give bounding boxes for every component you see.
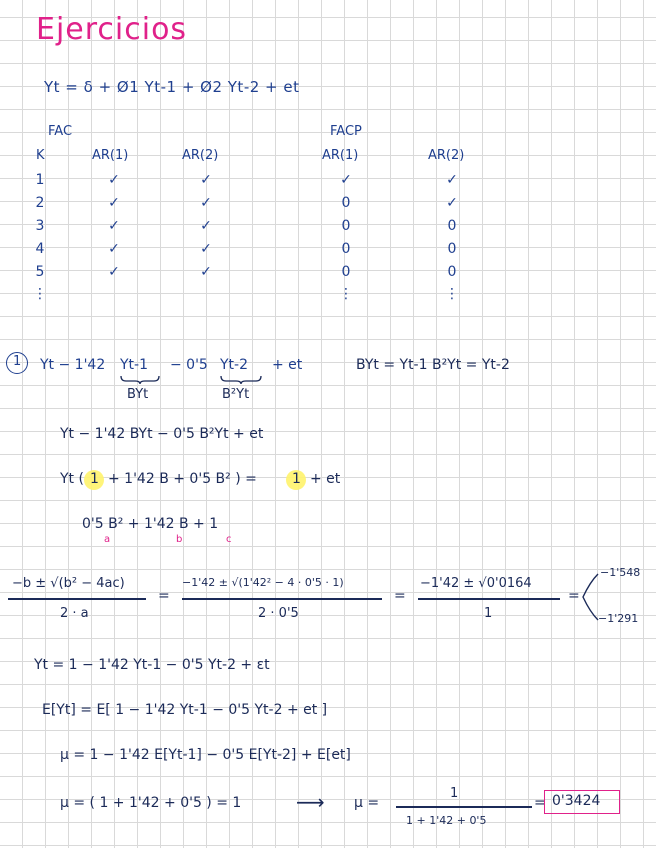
exercise-equation-part: + et xyxy=(272,357,303,373)
equals-sign: = xyxy=(158,588,170,604)
table-cell: ✓ xyxy=(446,195,458,211)
coef-label-b: b xyxy=(176,534,183,545)
table-cell: ✓ xyxy=(446,172,458,188)
table-cell: ✓ xyxy=(108,241,120,257)
root-2: −1'291 xyxy=(598,612,639,625)
table-cell: 0 xyxy=(341,241,351,257)
line-3-c: + et xyxy=(310,471,341,487)
table-cell: ⋮ xyxy=(445,286,459,302)
line-7: μ = 1 − 1'42 E[Yt-1] − 0'5 E[Yt-2] + E[et] xyxy=(60,747,351,763)
fraction-bar xyxy=(418,598,560,600)
table-cell: ✓ xyxy=(200,264,212,280)
quad-numerator-1: −b ± √(b² − 4ac) xyxy=(12,576,125,591)
table-cell: ⋮ xyxy=(339,286,353,302)
line-3-one: 1 xyxy=(90,471,99,487)
exercise-equation-part: Yt − 1'42 xyxy=(40,357,106,373)
table-cell: 2 xyxy=(35,195,45,211)
line-5: Yt = 1 − 1'42 Yt-1 − 0'5 Yt-2 + εt xyxy=(34,657,270,673)
brace-label-2: B²Yt xyxy=(222,387,250,402)
exercise-equation-part: Yt-2 xyxy=(220,357,248,373)
table-cell: 4 xyxy=(35,241,45,257)
brace-label-1: BYt xyxy=(127,387,149,402)
col-header-fac-ar2: AR(2) xyxy=(182,148,219,163)
final-result: 0'3424 xyxy=(552,793,601,809)
table-cell: ✓ xyxy=(108,218,120,234)
fraction-bar xyxy=(8,598,146,600)
table-cell: ✓ xyxy=(340,172,352,188)
col-header-k: K xyxy=(36,148,45,163)
mu-label: μ = xyxy=(354,795,380,811)
table-cell: ✓ xyxy=(200,241,212,257)
col-header-facp-ar1: AR(1) xyxy=(322,148,359,163)
page-title: Ejercicios xyxy=(36,12,188,47)
root-bracket xyxy=(580,572,600,622)
model-equation: Yt = δ + Ø1 Yt-1 + Ø2 Yt-2 + et xyxy=(44,78,300,96)
table-cell: 0 xyxy=(447,241,457,257)
final-denominator: 1 + 1'42 + 0'5 xyxy=(406,814,487,827)
table-cell: 0 xyxy=(447,264,457,280)
table-cell: 5 xyxy=(35,264,45,280)
table-cell: ✓ xyxy=(108,195,120,211)
table-cell: ✓ xyxy=(200,195,212,211)
table-cell: ⋮ xyxy=(33,286,47,302)
col-header-fac-ar1: AR(1) xyxy=(92,148,129,163)
line-3-b: + 1'42 B + 0'5 B² ) = xyxy=(108,471,257,487)
exercise-equation-part: Yt-1 xyxy=(120,357,148,373)
table-cell: ✓ xyxy=(108,264,120,280)
quad-numerator-2: −1'42 ± √(1'42² − 4 · 0'5 · 1) xyxy=(182,576,344,589)
underbrace-1 xyxy=(120,375,160,385)
table-cell: 0 xyxy=(341,264,351,280)
coef-label-c: c xyxy=(226,534,232,545)
line-4: 0'5 B² + 1'42 B + 1 xyxy=(82,516,219,532)
table-cell: ✓ xyxy=(108,172,120,188)
root-1: −1'548 xyxy=(600,566,641,579)
line-3-a: Yt ( xyxy=(60,471,84,487)
table-cell: 0 xyxy=(341,218,351,234)
table-cell: 0 xyxy=(447,218,457,234)
quad-denominator-1: 2 · a xyxy=(60,606,89,621)
equals-sign: = xyxy=(568,588,580,604)
equals-sign: = xyxy=(394,588,406,604)
line-2: Yt − 1'42 BYt − 0'5 B²Yt + et xyxy=(60,426,264,442)
backshift-definition: BYt = Yt-1 B²Yt = Yt-2 xyxy=(356,357,510,373)
underbrace-2 xyxy=(220,375,262,385)
col-header-facp-ar2: AR(2) xyxy=(428,148,465,163)
line-3-one2: 1 xyxy=(292,471,301,487)
line-8: μ = ( 1 + 1'42 + 0'5 ) = 1 xyxy=(60,795,242,811)
equals-sign: = xyxy=(534,795,546,811)
table-cell: 1 xyxy=(35,172,45,188)
table-cell: ✓ xyxy=(200,218,212,234)
fraction-bar xyxy=(182,598,382,600)
exercise-number: 1 xyxy=(13,354,22,369)
fac-label: FAC xyxy=(48,124,73,139)
coef-label-a: a xyxy=(104,534,111,545)
quad-numerator-3: −1'42 ± √0'0164 xyxy=(420,576,532,591)
quad-denominator-2: 2 · 0'5 xyxy=(258,606,299,621)
exercise-equation-part: − 0'5 xyxy=(170,357,208,373)
table-cell: ✓ xyxy=(200,172,212,188)
fraction-bar xyxy=(396,806,532,808)
facp-label: FACP xyxy=(330,124,362,139)
quad-denominator-3: 1 xyxy=(484,606,493,621)
line-6: E[Yt] = E[ 1 − 1'42 Yt-1 − 0'5 Yt-2 + et ] xyxy=(42,702,328,718)
arrow: ⟶ xyxy=(296,790,325,814)
final-numerator: 1 xyxy=(450,786,459,801)
table-cell: 3 xyxy=(35,218,45,234)
table-cell: 0 xyxy=(341,195,351,211)
